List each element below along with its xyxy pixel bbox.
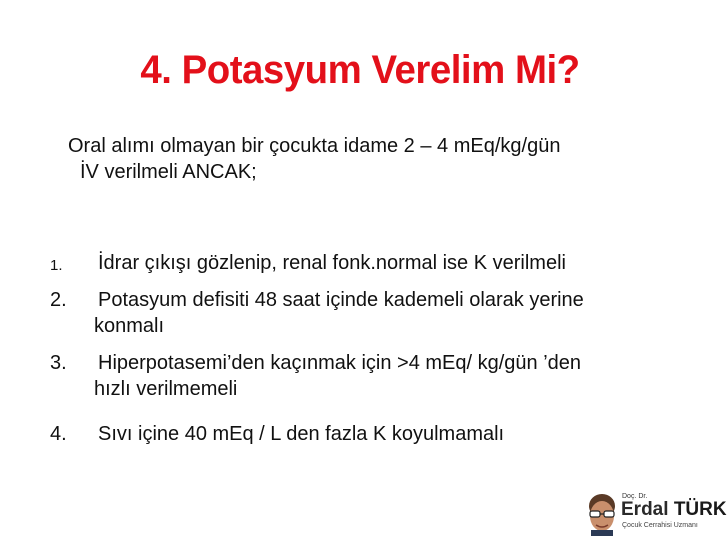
list-item-2 — [50, 287, 710, 339]
list-item-number: 2. — [50, 289, 67, 311]
list-item-line-1: İdrar çıkışı gözlenip, renal fonk.normal ise K verilmeli — [98, 252, 566, 274]
author-avatar-icon — [585, 492, 619, 536]
intro-line-1: Oral alımı olmayan bir çocukta idame 2 – 4 mEq/kg/gün — [68, 135, 561, 157]
list-item-number: 1. — [50, 257, 63, 274]
list-item-3 — [50, 350, 710, 402]
logo-name — [621, 499, 727, 521]
list-item-line-1: Hiperpotasemi’den kaçınmak için >4 mEq/ kg/gün ’den — [98, 352, 582, 374]
intro-line-2: İV verilmeli ANCAK; — [80, 161, 257, 183]
list-item-line-2: hızlı verilmemeli — [94, 378, 238, 400]
list-item-line-2: konmalı — [94, 315, 165, 337]
list-item-text — [94, 287, 710, 339]
logo-first-name: Erdal — [621, 499, 669, 520]
list-item-text — [94, 350, 710, 402]
list-item-text — [98, 250, 710, 276]
list-item-number: 4. — [50, 423, 67, 445]
list-item-line-1: Potasyum defisiti 48 saat içinde kademeli olarak yerine — [98, 289, 584, 311]
slide-title: 4. Potasyum Verelim Mi? — [140, 48, 580, 92]
author-logo — [585, 490, 727, 538]
list-item-text — [98, 421, 710, 447]
list-item-1 — [50, 250, 710, 276]
list-item-4 — [50, 421, 710, 447]
intro-text — [68, 133, 688, 185]
list-item-line-1: Sıvı içine 40 mEq / L den fazla K koyulmamalı — [98, 423, 505, 445]
logo-prefix: Doç. Dr. — [622, 493, 648, 500]
list-item-number: 3. — [50, 352, 67, 374]
logo-last-name: TÜRK — [673, 499, 727, 520]
logo-subtitle: Çocuk Cerrahisi Uzmanı — [622, 522, 698, 529]
